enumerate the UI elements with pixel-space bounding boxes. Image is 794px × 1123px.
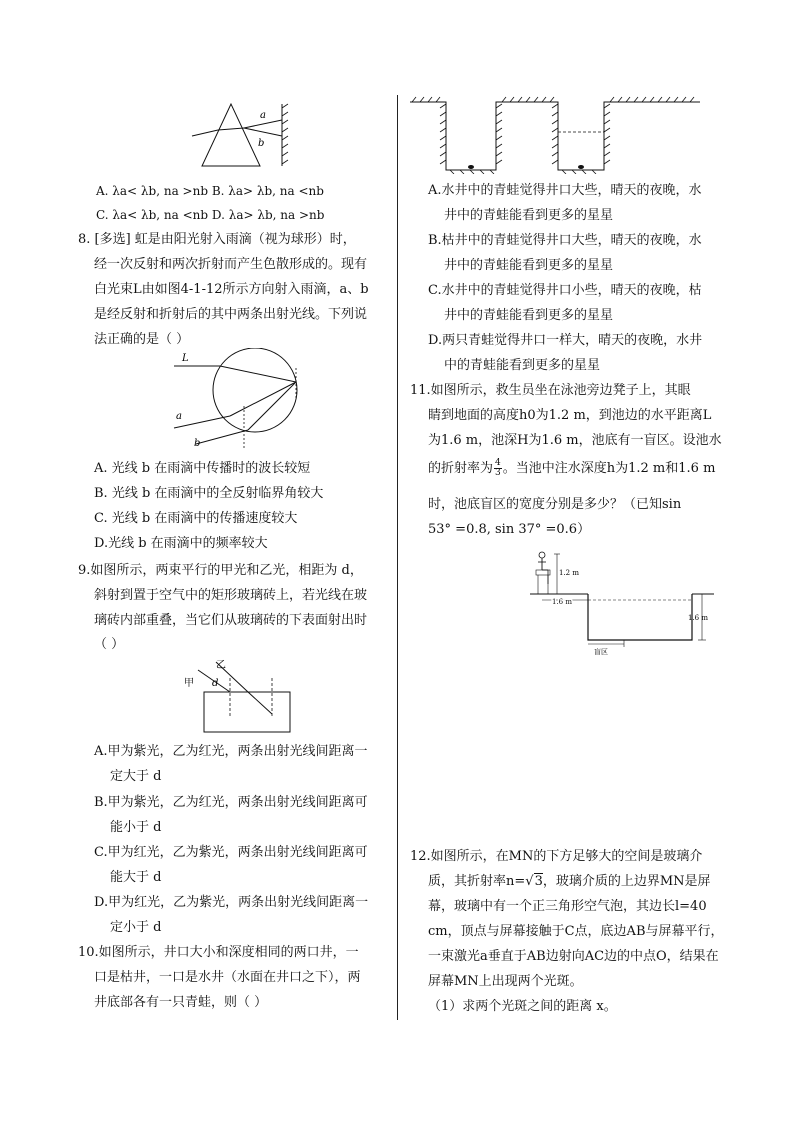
q9-option-c-2: 能大于 d [110,870,162,885]
fig-label-l: 1.6 m [552,598,572,606]
prism-figure [190,100,300,172]
q8-option-d: D.光线 b 在雨滴中的频率较大 [94,536,268,551]
q9-option-a-1: A.甲为紫光，乙为红光，两条出射光线间距离一 [94,744,368,759]
q8-option-a: A. 光线 b 在雨滴中传播时的波长较短 [94,461,311,476]
fig-label-depth: 1.6 m [688,614,708,622]
glass-brick-figure [178,656,298,736]
fig-label-d: d [212,678,219,689]
q10-option-b-2: 井中的青蛙能看到更多的星星 [444,258,614,273]
svg-text:a: a [260,110,266,121]
q12-line-4: cm，顶点与屏幕接触于C点，底边AB与屏幕平行， [428,924,724,939]
q9-line-4: （ ） [94,637,125,652]
q8-option-c: C. 光线 b 在雨滴中的传播速度较大 [94,511,298,526]
wells-figure [410,96,700,174]
q9-option-b-2: 能小于 d [110,820,162,835]
q9-option-c-1: C.甲为红光，乙为紫光，两条出射光线间距离可 [94,845,368,860]
q8-line-5: 法正确的是（ ） [94,332,190,347]
fig-label-blind-zone: 盲区 [594,648,608,656]
fig-label-l: L [182,353,189,364]
q8-option-b: B. 光线 b 在雨滴中的全反射临界角较大 [94,486,324,501]
q9-option-d-1: D.甲为红光，乙为紫光，两条出射光线间距离一 [94,895,369,910]
q12-line-5: 一束激光a垂直于AB边射向AC边的中点O，结果在 [428,949,719,964]
q10-line-2: 口是枯井，一口是水井（水面在井口之下），两 [94,970,361,985]
q9-line-3: 璃砖内部重叠，当它们从玻璃砖的下表面射出时 [94,613,368,628]
q11-line-1: 11.如图所示，救生员坐在泳池旁边凳子上，其眼 [410,383,691,398]
q12-line-1: 12.如图所示，在MN的下方足够大的空间是玻璃介 [410,849,703,864]
svg-text:b: b [258,138,265,149]
q11-line-4: 的折射率为 $\frac{4}{3}$ 。当池中注水深度h为1.2 m和1.6 m [428,458,716,478]
q8-line-2: 经一次反射和两次折射而产生色散形成的。现有 [94,257,368,272]
q12-line-7: （1）求两个光斑之间的距离 x。 [428,999,617,1014]
fraction-4-3: $\frac{4}{3}$ [495,458,501,478]
q10-line-3: 井底部各有一只青蛙，则（ ） [94,995,268,1010]
q7-options-line-1: A. λa< λb, na >nb B. λa> λb, na <nb [96,184,324,198]
q11-line-6: 53° =0.8, sin 37° =0.6） [428,522,591,537]
q10-line-1: 10.如图所示，井口大小和深度相同的两口井，一 [78,945,359,960]
q10-option-b-1: B.枯井中的青蛙觉得井口大些，晴天的夜晚，水 [428,233,702,248]
q10-option-d-1: D.两只青蛙觉得井口一样大，晴天的夜晚，水井 [428,333,703,348]
q8-line-3: 白光束L由如图4-1-12所示方向射入雨滴，a、b [94,282,369,297]
fig-label-b: b [194,438,201,449]
fig-label-yi: 乙 [216,660,226,671]
q9-line-2: 斜射到置于空气中的矩形玻璃砖上，若光线在玻 [94,588,368,603]
q10-option-a-2: 井中的青蛙能看到更多的星星 [444,208,614,223]
q9-option-d-2: 定小于 d [110,920,162,935]
raindrop-figure [168,348,318,452]
column-divider [397,95,398,1020]
q11-line-5: 时，池底盲区的宽度分别是多少？（已知sin [428,497,682,512]
fig-label-a: a [176,411,182,422]
fig-label-h: 1.2 m [559,569,579,577]
q12-line-2: 质，其折射率n=√3，玻璃介质的上边界MN是屏 [428,874,711,889]
q12-line-3: 幕，玻璃中有一个正三角形空气泡，其边长l=40 [428,899,707,914]
q9-option-b-1: B.甲为紫光，乙为红光，两条出射光线间距离可 [94,795,368,810]
q9-option-a-2: 定大于 d [110,769,162,784]
q8-line-1: 8. [多选] 虹是由阳光射入雨滴（视为球形）时， [78,232,356,247]
q11-line-2: 睛到地面的高度h0为1.2 m，到池边的水平距离L [428,408,712,423]
q10-option-d-2: 中的青蛙能看到更多的星星 [444,358,601,373]
q12-line-6: 屏幕MN上出现两个光斑。 [428,974,583,989]
q9-line-1: 9.如图所示，两束平行的甲光和乙光，相距为 d， [78,563,363,578]
q10-option-a-1: A.水井中的青蛙觉得井口大些，晴天的夜晚，水 [428,183,702,198]
q7-options-line-2: C. λa< λb, na <nb D. λa> λb, na >nb [96,208,325,222]
q10-option-c-1: C.水井中的青蛙觉得井口小些，晴天的夜晚，枯 [428,283,702,298]
q8-line-4: 是经反射和折射后的其中两条出射光线。下列说 [94,307,368,322]
q11-line-3: 为1.6 m，池深H为1.6 m，池底有一盲区。设池水 [428,433,722,448]
pool-figure [524,548,724,660]
fig-label-jia: 甲 [184,678,194,689]
q10-option-c-2: 井中的青蛙能看到更多的星星 [444,308,614,323]
